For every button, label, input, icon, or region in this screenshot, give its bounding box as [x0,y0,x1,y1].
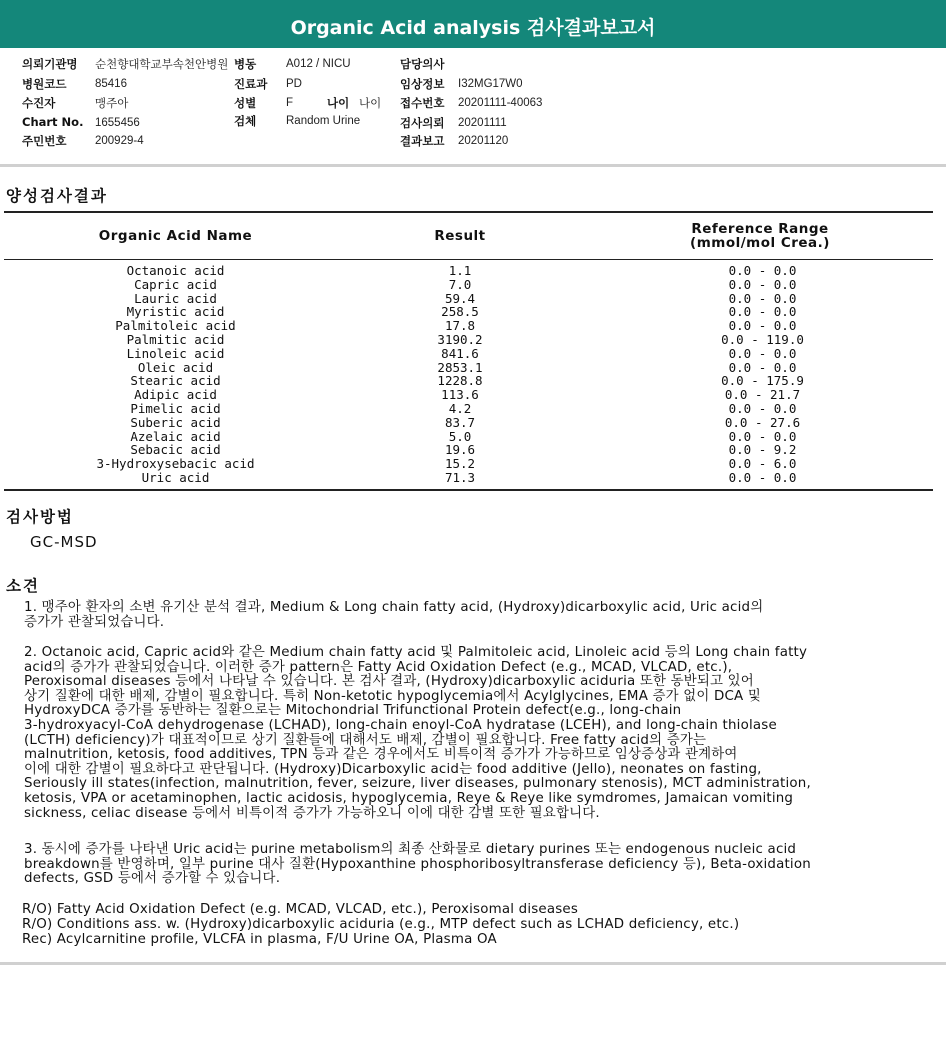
table-row [4,402,933,416]
acid-name-cell: Oleic acid [137,359,214,375]
result-cell: 4.2 [448,400,472,416]
table-row [4,361,933,375]
table-row [4,374,933,388]
report-title: Organic Acid analysis 검사결과보고서 [290,17,656,39]
hospital-code-value: 85416 [95,78,127,90]
chart-no-label: Chart No. [22,115,84,129]
institution-label: 의뢰기관명 [22,57,78,71]
result-cell: 59.4 [444,290,476,306]
reference-cell: 0.0 - 0.0 [728,345,797,361]
acid-name-cell: Suberic acid [130,414,221,430]
reference-cell: 0.0 - 21.7 [724,387,801,403]
department-value: PD [286,78,302,90]
reference-cell: 0.0 - 0.0 [728,304,797,320]
table-row [4,333,933,347]
finding-line: 3-hydroxyacyl-CoA dehydrogenase (LCHAD), long-chain enoyl-CoA hydratase (LCEH), and long-chain thiolase [24,717,777,733]
finding-line: malnutrition, ketosis, food additives, TPN 등과 같은 경우에서도 비특이적 증가가 가능하므로 임상증상과 관계하여 [24,747,738,763]
department-label: 진료과 [234,77,268,91]
request-date-label: 검사의뢰 [400,116,445,130]
table-row [4,305,933,319]
result-cell: 841.6 [441,345,479,361]
acid-name-cell: Azelaic acid [130,428,221,444]
acid-name-cell: Myristic acid [126,304,225,320]
clinical-info-label: 임상정보 [400,77,445,91]
col-header-reference-line2: (mmol/mol Crea.) [690,235,830,251]
id-no-label: 주민번호 [22,134,67,148]
table-row [4,292,933,306]
finding-paragraph-3 [24,843,944,887]
reference-cell: 0.0 - 0.0 [728,276,797,292]
table-row [4,416,933,430]
finding-line: 1. 맹주아 환자의 소변 유기산 분석 결과, Medium & Long chain fatty acid, (Hydroxy)dicarboxylic acid, Uric acid의 [24,600,764,615]
finding-paragraph-2 [24,646,944,821]
finding-line: sickness, celiac disease 등에서 비특이적 증가가 가능하오니 이에 대한 감별 또한 필요합니다. [24,805,600,821]
clinical-info-value: I32MG17W0 [458,78,523,90]
results-table-body [4,264,933,485]
finding-line: ketosis, VPA or acetaminophen, lactic acidosis, hypoglycemia, Reye & Reye like symdromes, Jamaican vomiting [24,790,794,806]
acid-name-cell: Adipic acid [134,387,217,403]
report-date-value: 20201120 [458,135,509,147]
table-row [4,264,933,278]
result-cell: 3190.2 [437,331,483,347]
divider [0,164,946,167]
result-cell: 19.6 [444,442,476,458]
sex-label: 성별 [234,96,257,110]
table-header-rule [4,259,933,260]
result-cell: 17.8 [444,318,476,334]
hospital-code-label: 병원코드 [22,77,67,91]
rule-out-1: R/O) Fatty Acid Oxidation Defect (e.g. MCAD, VLCAD, etc.), Peroxisomal diseases [22,902,579,917]
table-row [4,388,933,402]
specimen-label: 검체 [234,114,257,128]
patient-value: 맹주아 [95,98,129,110]
method-value: GC-MSD [30,533,98,551]
ward-label: 병동 [234,57,257,71]
result-cell: 113.6 [441,387,479,403]
patient-label: 수진자 [22,96,56,110]
findings-section-title: 소견 [6,577,40,595]
result-cell: 5.0 [448,428,472,444]
result-cell: 7.0 [448,276,472,292]
table-row [4,278,933,292]
table-row [4,471,933,485]
sex-value: F [286,97,294,109]
col-header-reference [640,222,880,250]
doctor-label: 담당의사 [400,57,445,71]
finding-line: 3. 동시에 증가를 나타낸 Uric acid는 purine metabolism의 최종 산화물로 dietary purines 또는 endogenous nucleic acid [24,842,797,857]
institution-value: 순천향대학교부속천안병원 [95,59,229,71]
bottom-divider [0,962,946,965]
col-header-result: Result [434,228,486,244]
finding-line: 상기 질환에 대한 배제, 감별이 필요합니다. 특히 Non-ketotic hypoglycemia에서 Acylglycines, EMA 증가 없이 DCA 및 [24,688,761,704]
acid-name-cell: Linoleic acid [126,345,225,361]
table-row [4,347,933,361]
result-cell: 1.1 [448,263,472,278]
chart-no-value: 1655456 [95,117,140,129]
acid-name-cell: Sebacic acid [130,442,221,458]
reference-cell: 0.0 - 9.2 [728,442,797,458]
acid-name-cell: Palmitic acid [126,331,225,347]
finding-line: breakdown를 반영하며, 일부 purine 대사 질환(Hypoxanthine phosphoribosyltransferase deficiency 등), Beta-oxidation [24,856,811,872]
result-cell: 1228.8 [437,373,483,389]
table-row [4,430,933,444]
age-value: 나이 [359,98,382,110]
finding-paragraph-1 [24,601,944,630]
acid-name-cell: 3-Hydroxysebacic acid [96,456,255,472]
report-title-bar [0,0,946,48]
ward-value: A012 / NICU [286,58,351,70]
reference-cell: 0.0 - 27.6 [724,414,801,430]
finding-line: defects, GSD 등에서 증가할 수 있습니다. [24,871,281,887]
acid-name-cell: Pimelic acid [130,400,221,416]
reference-cell: 0.0 - 0.0 [728,359,797,375]
id-no-value: 200929-4 [95,135,144,147]
acid-name-cell: Stearic acid [130,373,221,389]
col-header-name: Organic Acid Name [98,228,253,244]
finding-line: Peroxisomal diseases 등에서 나타날 수 있습니다. 본 검사 결과, (Hydroxy)dicarboxylic aciduria 또한 동반되고 있어 [24,674,754,690]
reference-cell: 0.0 - 0.0 [728,469,797,485]
reference-cell: 0.0 - 6.0 [728,456,797,472]
reference-cell: 0.0 - 0.0 [728,318,797,334]
table-row [4,457,933,471]
results-section-title: 양성검사결과 [6,187,108,205]
request-date-value: 20201111 [458,117,507,129]
table-top-rule [4,211,933,213]
recommendation: Rec) Acylcarnitine profile, VLCFA in plasma, F/U Urine OA, Plasma OA [22,932,497,947]
result-cell: 71.3 [444,469,476,485]
age-label: 나이 [327,96,350,110]
rule-out-2: R/O) Conditions ass. w. (Hydroxy)dicarboxylic aciduria (e.g., MTP defect such as LCHAD deficiency, etc.) [22,917,740,932]
reference-cell: 0.0 - 0.0 [728,263,797,278]
finding-line: HydroxyDCA 증가를 동반하는 질환으로는 Mitochondrial Trifunctional Protein defect(e.g., long-chain [24,703,682,719]
finding-line: acid의 증가가 관찰되었습니다. 이러한 증가 pattern은 Fatty Acid Oxidation Defect (e.g., MCAD, VLCAD, etc.), [24,659,733,675]
receipt-no-value: 20201111-40063 [458,97,543,109]
method-section-title: 검사방법 [6,508,74,526]
receipt-no-label: 접수번호 [400,96,445,110]
result-cell: 2853.1 [437,359,483,375]
reference-cell: 0.0 - 175.9 [721,373,804,389]
reference-cell: 0.0 - 0.0 [728,290,797,306]
table-row [4,443,933,457]
specimen-value: Random Urine [286,115,361,127]
acid-name-cell: Octanoic acid [126,263,225,278]
reference-cell: 0.0 - 119.0 [721,331,804,347]
table-row [4,319,933,333]
result-cell: 83.7 [444,414,476,430]
reference-cell: 0.0 - 0.0 [728,400,797,416]
acid-name-cell: Palmitoleic acid [115,318,236,334]
finding-line: 2. Octanoic acid, Capric acid와 같은 Medium chain fatty acid 및 Palmitoleic acid, Linoleic acid 등의 Long chain fatty [24,645,808,660]
finding-line: 이에 대한 감별이 필요하다고 판단됩니다. (Hydroxy)Dicarboxylic acid는 food additive (Jello), neonates on fasting, [24,761,762,777]
result-cell: 15.2 [444,456,476,472]
finding-line: 증가가 관찰되었습니다. [24,614,165,630]
report-date-label: 결과보고 [400,134,445,148]
acid-name-cell: Capric acid [134,276,217,292]
acid-name-cell: Uric acid [141,469,210,485]
acid-name-cell: Lauric acid [134,290,217,306]
table-bottom-rule [4,489,933,491]
col-header-reference-line1: Reference Range [691,221,829,237]
result-cell: 258.5 [441,304,479,320]
finding-line: Seriously ill states(infection, malnutrition, fever, seizure, liver diseases, pulmonary stenosis), MCT administration, [24,776,811,792]
reference-cell: 0.0 - 0.0 [728,428,797,444]
finding-line: (LCTH) deficiency)가 대표적이므로 상기 질환들에 대해서도 배제, 감별이 필요합니다. Free fatty acid의 증가는 [24,732,707,748]
